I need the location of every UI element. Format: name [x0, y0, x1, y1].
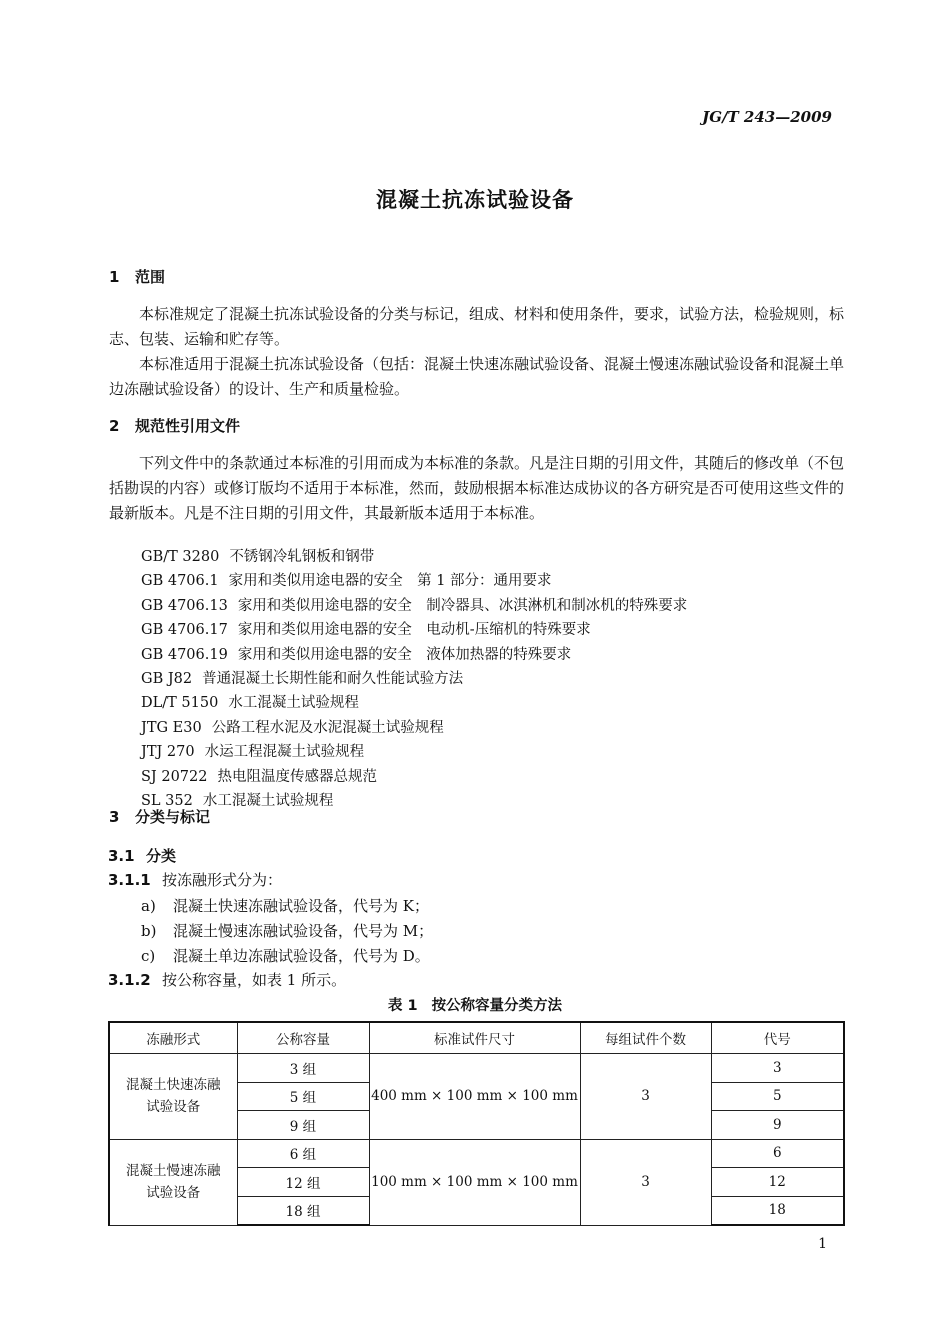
classification-list — [141, 894, 433, 969]
list-marker: a) — [141, 897, 156, 915]
table-number: 表 1 — [387, 998, 418, 1014]
section-2-heading — [109, 415, 240, 436]
section-number: 2 — [109, 417, 120, 435]
freeze-form-cell — [109, 1054, 237, 1140]
reference-item — [141, 618, 687, 642]
freeze-form-line: 试验设备 — [146, 1099, 201, 1116]
reference-code: JTJ 270 — [141, 744, 195, 761]
list-text: 混凝土单边冻融试验设备，代号为 D。 — [173, 947, 430, 965]
section-title: 分类与标记 — [135, 808, 211, 826]
reference-item — [141, 765, 687, 789]
subsection-3-1-heading — [108, 845, 176, 866]
reference-code: GB 4706.19 — [141, 646, 228, 663]
reference-code: GB 4706.13 — [141, 597, 228, 614]
reference-title: 水工混凝土试验规程 — [228, 695, 359, 712]
list-item — [141, 919, 433, 944]
column-header: 标准试件尺寸 — [369, 1022, 580, 1054]
column-header: 公称容量 — [237, 1022, 369, 1054]
reference-title: 家用和类似用途电器的安全 电动机-压缩机的特殊要求 — [237, 622, 591, 639]
clause-3-1-1 — [108, 869, 282, 890]
table-row — [109, 1139, 844, 1168]
reference-title: 家用和类似用途电器的安全 制冷器具、冰淇淋机和制冰机的特殊要求 — [237, 597, 688, 614]
reference-item — [141, 740, 687, 764]
reference-title: 普通混凝土长期性能和耐久性能试验方法 — [202, 670, 464, 687]
list-item — [141, 944, 433, 969]
reference-code: JTG E30 — [141, 719, 202, 736]
capacity-cell: 3 组 — [237, 1054, 369, 1083]
clause-3-1-2 — [108, 969, 346, 990]
reference-title: 水运工程混凝土试验规程 — [204, 744, 365, 761]
subsection-title: 分类 — [146, 847, 177, 865]
capacity-cell: 5 组 — [237, 1082, 369, 1111]
code-cell: 3 — [711, 1054, 844, 1083]
reference-item — [141, 545, 687, 569]
reference-code: DL/T 5150 — [141, 695, 219, 712]
list-marker: b) — [141, 922, 157, 940]
reference-item — [141, 789, 687, 813]
clause-number: 3.1.1 — [108, 871, 151, 889]
reference-code: GB 4706.1 — [141, 573, 219, 590]
reference-title: 不锈钢冷轧钢板和钢带 — [229, 549, 375, 565]
clause-number: 3.1.2 — [108, 971, 151, 989]
clause-text: 按冻融形式分为： — [162, 871, 283, 889]
specimen-size-cell: 400 mm × 100 mm × 100 mm — [369, 1054, 580, 1140]
section-2-paragraph: 下列文件中的条款通过本标准的引用而成为本标准的条款。凡是注日期的引用文件，其随后的修改单（不包括勘误的内容）或修订版均不适用于本标准，然而，鼓励根据本标准达成协议的各方研究是否可使用这些文件的最新版本。凡是不注日期的引用文件，其最新版本适用于本标准。 — [109, 454, 845, 522]
list-text: 混凝土慢速冻融试验设备，代号为 M； — [173, 922, 434, 940]
reference-item — [141, 716, 687, 740]
table-caption — [0, 994, 950, 1015]
reference-title: 水工混凝土试验规程 — [202, 792, 334, 809]
reference-title: 热电阻温度传感器总规范 — [217, 768, 377, 785]
section-1-heading — [109, 266, 165, 287]
reference-title: 家用和类似用途电器的安全 液体加热器的特殊要求 — [237, 646, 572, 663]
section-1-paragraph-1: 本标准规定了混凝土抗冻试验设备的分类与标记，组成、材料和使用条件，要求，试验方法，检验规则，标志、包装、运输和贮存等。 — [109, 305, 845, 348]
table-row — [109, 1054, 844, 1083]
capacity-cell: 12 组 — [237, 1168, 369, 1197]
reference-code: GB 4706.17 — [141, 622, 228, 639]
section-1-paragraph-2: 本标准适用于混凝土抗冻试验设备（包括：混凝土快速冻融试验设备、混凝土慢速冻融试验设备和混凝土单边冻融试验设备）的设计、生产和质量检验。 — [109, 355, 845, 398]
freeze-form-cell — [109, 1139, 237, 1225]
capacity-cell: 18 组 — [237, 1196, 369, 1225]
reference-item — [141, 569, 687, 593]
reference-list — [141, 545, 687, 813]
specimen-count-cell: 3 — [580, 1054, 711, 1140]
page-number: 1 — [818, 1236, 827, 1252]
capacity-cell: 9 组 — [237, 1111, 369, 1140]
freeze-form-line: 试验设备 — [146, 1185, 201, 1201]
specimen-count-cell: 3 — [580, 1139, 711, 1225]
column-header: 代号 — [711, 1022, 844, 1054]
reference-item — [141, 643, 687, 667]
capacity-cell: 6 组 — [237, 1139, 369, 1168]
reference-code: GB/T 3280 — [141, 549, 220, 565]
list-marker: c) — [141, 947, 156, 965]
reference-code: SL 352 — [141, 792, 193, 809]
reference-item — [141, 667, 687, 691]
freeze-form-line: 混凝土慢速冻融 — [126, 1163, 221, 1179]
code-cell: 18 — [711, 1196, 844, 1225]
section-number: 3 — [109, 808, 120, 826]
reference-title: 公路工程水泥及水泥混凝土试验规程 — [211, 719, 444, 736]
standard-code: JG/T 243—2009 — [702, 108, 832, 126]
reference-code: SJ 20722 — [141, 768, 208, 785]
code-cell: 5 — [711, 1082, 844, 1111]
section-title: 规范性引用文件 — [135, 417, 241, 435]
section-title: 范围 — [135, 268, 166, 286]
reference-item — [141, 691, 687, 715]
list-text: 混凝土快速冻融试验设备，代号为 K； — [173, 897, 429, 915]
code-cell: 12 — [711, 1168, 844, 1197]
reference-item — [141, 594, 687, 618]
code-cell: 9 — [711, 1111, 844, 1140]
table-header-row — [109, 1022, 844, 1054]
column-header: 冻融形式 — [109, 1022, 237, 1054]
code-cell: 6 — [711, 1139, 844, 1168]
document-title: 混凝土抗冻试验设备 — [376, 187, 574, 212]
table-title: 按公称容量分类方法 — [431, 998, 563, 1014]
section-number: 1 — [109, 268, 120, 286]
reference-title: 家用和类似用途电器的安全 第 1 部分：通用要求 — [228, 573, 552, 590]
reference-code: GB J82 — [141, 670, 193, 687]
specimen-size-cell: 100 mm × 100 mm × 100 mm — [369, 1139, 580, 1225]
section-3-heading — [109, 806, 210, 827]
column-header: 每组试件个数 — [580, 1022, 711, 1054]
clause-text: 按公称容量，如表 1 所示。 — [162, 971, 347, 989]
capacity-classification-table — [108, 1021, 845, 1226]
list-item — [141, 894, 433, 919]
freeze-form-line: 混凝土快速冻融 — [126, 1077, 221, 1094]
subsection-number: 3.1 — [108, 847, 135, 865]
